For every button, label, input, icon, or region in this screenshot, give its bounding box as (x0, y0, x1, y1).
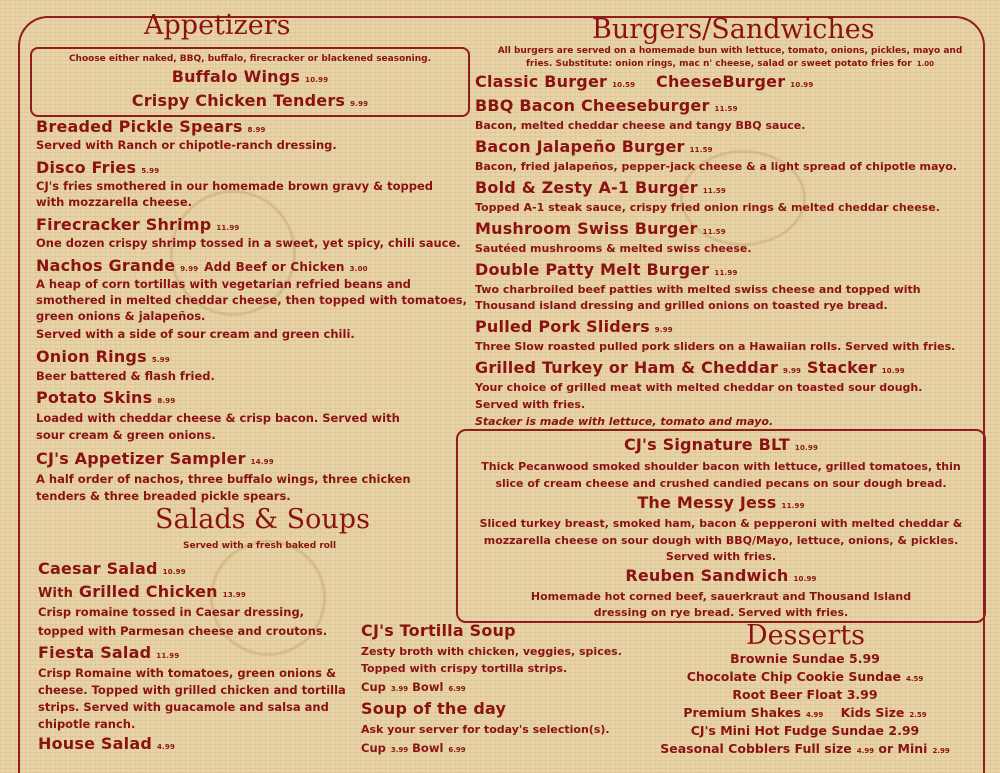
caesar-with-name: Grilled Chicken (78, 582, 218, 601)
skins-price: 8.99 (157, 397, 176, 405)
burgers-note (478, 58, 982, 70)
sampler-name: CJ's Appetizer Sampler (36, 449, 246, 468)
sampler-desc: A half order of nachos, three buffalo wings, three chicken (36, 472, 411, 486)
sampler-price: 14.99 (250, 458, 274, 466)
reuben-item (458, 566, 984, 585)
patty-desc: Thousand island dressing and grilled onions on toasted rye bread. (475, 299, 888, 312)
sliders-price: 9.99 (654, 326, 673, 334)
wings-item (32, 67, 468, 86)
dessert-cobblers-price: 4.99 (856, 747, 875, 755)
dessert-brownie: Brownie Sundae 5.99 (730, 651, 880, 666)
soupday-item (361, 699, 506, 718)
reuben-price: 10.99 (793, 575, 817, 583)
onion-name: Onion Rings (36, 347, 147, 366)
bbq-desc: Bacon, melted cheddar cheese and tangy BBQ sauce. (475, 119, 806, 132)
fiesta-desc: cheese. Topped with grilled chicken and tortilla (38, 683, 346, 697)
nachos-addon-price: 3.00 (349, 265, 368, 273)
wings-box (30, 47, 470, 117)
cheese-price: 10.99 (790, 81, 814, 89)
messy-desc: mozzarella cheese on sour dough with BBQ/Mayo, lettuce, onions, & pickles. (483, 534, 959, 547)
onion-desc: Beer battered & flash fried. (36, 369, 215, 383)
dessert-float: Root Beer Float 3.99 (732, 687, 878, 702)
wings-price: 10.99 (305, 76, 329, 84)
sampler-desc: tenders & three breaded pickle spears. (36, 489, 291, 503)
nachos-name: Nachos Grande (36, 256, 176, 275)
turkey-desc: Your choice of grilled meat with melted cheddar on toasted sour dough. (475, 381, 923, 394)
fiesta-price: 11.99 (156, 652, 180, 660)
dessert-mini: CJ's Mini Hot Fudge Sundae 2.99 (690, 723, 920, 738)
tortilla-bowl: Bowl (412, 680, 444, 694)
bbq-item (475, 96, 738, 115)
cheese-item (656, 72, 813, 91)
soupday-cup-bowl (361, 740, 466, 759)
caesar-desc: topped with Parmesan cheese and croutons. (38, 624, 328, 638)
skins-desc: Loaded with cheddar cheese & crisp bacon. Served with (36, 411, 400, 425)
blt-desc: slice of cream cheese and crushed candied pecans on sour dough bread. (495, 477, 947, 490)
dessert-shakes (610, 705, 1000, 720)
tortilla-cup-price: 3.99 (390, 685, 409, 693)
patty-name: Double Patty Melt Burger (475, 260, 710, 279)
tenders-price: 9.99 (350, 100, 369, 108)
a1-name: Bold & Zesty A-1 Burger (475, 178, 698, 197)
caesar-with: With (38, 586, 74, 601)
tortilla-name: CJ's Tortilla Soup (361, 621, 516, 640)
tortilla-desc: Zesty broth with chicken, veggies, spices. (361, 645, 622, 658)
burgers-note: All burgers are served on a homemade bun with lettuce, tomato, onions, pickles, mayo and (497, 46, 963, 56)
appetizers-title: Appetizers (144, 10, 291, 41)
caesar-price: 10.99 (162, 568, 186, 576)
house-name: House Salad (38, 734, 152, 753)
onion-price: 5.99 (151, 356, 170, 364)
a1-price: 11.59 (702, 187, 726, 195)
nachos-desc: smothered in melted cheddar cheese, then topped with tomatoes, (36, 293, 468, 307)
salads-title: Salads & Soups (155, 504, 370, 535)
soupday-bowl-price: 6.99 (448, 746, 466, 754)
reuben-name: Reuben Sandwich (625, 566, 789, 585)
turkey-desc: Served with fries. (475, 398, 586, 411)
tortilla-desc: Topped with crispy tortilla strips. (361, 662, 568, 675)
soupday-desc: Ask your server for today's selection(s). (361, 723, 610, 736)
dessert-kids-price: 2.59 (909, 711, 927, 719)
tortilla-cup-bowl (361, 679, 466, 698)
wings-name: Buffalo Wings (171, 67, 301, 86)
sampler-item (36, 449, 274, 468)
disco-desc: CJ's fries smothered in our homemade brown gravy & topped (36, 179, 434, 193)
skins-desc: sour cream & green onions. (36, 428, 216, 442)
messy-item (458, 493, 984, 512)
soupday-cup-price: 3.99 (390, 746, 409, 754)
sliders-desc: Three Slow roasted pulled pork sliders on a Hawaiian rolls. Served with fries. (475, 340, 956, 353)
tenders-name: Crispy Chicken Tenders (131, 91, 346, 110)
nachos-desc: Served with a side of sour cream and green chili. (36, 327, 355, 341)
disco-name: Disco Fries (36, 158, 137, 177)
stacker-price: 10.99 (881, 367, 905, 375)
fiesta-desc: chipotle ranch. (38, 717, 136, 731)
dessert-cookie (610, 669, 1000, 684)
blt-desc: Thick Pecanwood smoked shoulder bacon with lettuce, grilled tomatoes, thin (481, 460, 961, 473)
salads-note: Served with a fresh baked roll (183, 541, 337, 551)
skins-item (36, 388, 175, 407)
caesar-with-price: 13.99 (222, 591, 246, 599)
caesar-name: Caesar Salad (38, 559, 158, 578)
dessert-cookie-price: 4.59 (906, 675, 924, 683)
messy-desc: Served with fries. (665, 550, 777, 563)
patty-desc: Two charbroiled beef patties with melted swiss cheese and topped with (475, 283, 921, 296)
blt-name: CJ's Signature BLT (623, 435, 790, 454)
fiesta-name: Fiesta Salad (38, 643, 152, 662)
pickle-price: 8.99 (247, 126, 266, 134)
nachos-item (36, 256, 368, 275)
dessert-shakes-name: Premium Shakes (683, 705, 801, 720)
cheese-name: CheeseBurger (656, 72, 786, 91)
blt-item (458, 435, 984, 454)
a1-desc: Topped A-1 steak sauce, crispy fried onion rings & melted cheddar cheese. (475, 201, 940, 214)
skins-name: Potato Skins (36, 388, 153, 407)
dessert-cobblers-mini-price: 2.99 (932, 747, 950, 755)
turkey-name: Grilled Turkey or Ham & Cheddar (475, 358, 779, 377)
pickle-item (36, 117, 266, 136)
turkey-item (475, 358, 905, 377)
reuben-desc: dressing on rye bread. Served with fries. (593, 606, 849, 619)
shrimp-price: 11.99 (216, 224, 240, 232)
jalapeno-item (475, 137, 713, 156)
sliders-name: Pulled Pork Sliders (475, 317, 650, 336)
disco-item (36, 158, 159, 177)
onion-item (36, 347, 170, 366)
dessert-shakes-price: 4.99 (805, 711, 824, 719)
fiesta-item (38, 643, 179, 662)
classic-item (475, 72, 635, 91)
tortilla-cup: Cup (361, 680, 386, 694)
seasoning-note: Choose either naked, BBQ, buffalo, firecracker or blackened seasoning. (68, 54, 432, 64)
dessert-kids: Kids Size (840, 705, 905, 720)
signature-box (456, 429, 986, 623)
jalapeno-desc: Bacon, fried jalapeños, pepper-jack cheese & a light spread of chipotle mayo. (475, 160, 957, 173)
stacker-name: Stacker (806, 358, 877, 377)
mushroom-desc: Sautéed mushrooms & melted swiss cheese. (475, 242, 752, 255)
soupday-cup: Cup (361, 741, 386, 755)
dessert-cobblers (610, 741, 1000, 756)
bbq-name: BBQ Bacon Cheeseburger (475, 96, 710, 115)
patty-price: 11.99 (714, 269, 738, 277)
mushroom-name: Mushroom Swiss Burger (475, 219, 698, 238)
classic-name: Classic Burger (475, 72, 608, 91)
caesar-item (38, 559, 186, 578)
messy-price: 11.99 (781, 502, 805, 510)
caesar-desc: Crisp romaine tossed in Caesar dressing, (38, 605, 305, 619)
soupday-bowl: Bowl (412, 741, 444, 755)
house-price: 4.99 (156, 743, 176, 751)
reuben-desc: Homemade hot corned beef, sauerkraut and Thousand Island (530, 590, 912, 603)
mushroom-item (475, 219, 726, 238)
dessert-cobblers-or: or Mini (878, 741, 928, 756)
tortilla-item (361, 621, 516, 640)
fiesta-desc: Crisp Romaine with tomatoes, green onions & (38, 666, 337, 680)
a1-item (475, 178, 726, 197)
blt-price: 10.99 (794, 444, 819, 452)
stacker-note: Stacker is made with lettuce, tomato and mayo. (475, 415, 774, 428)
burgers-note-price: 1.00 (916, 60, 934, 68)
messy-name: The Messy Jess (637, 493, 777, 512)
tortilla-bowl-price: 6.99 (448, 685, 466, 693)
classic-price: 10.59 (612, 81, 636, 89)
desserts-title: Desserts (746, 620, 865, 651)
nachos-addon: Add Beef or Chicken (204, 260, 345, 274)
burgers-note-text: fries. Substitute: onion rings, mac n' cheese, salad or sweet potato fries for (526, 59, 912, 69)
jalapeno-price: 11.59 (689, 146, 713, 154)
nachos-desc: A heap of corn tortillas with vegetarian refried beans and (36, 277, 411, 291)
turkey-price: 9.99 (783, 367, 802, 375)
nachos-desc: green onions & jalapeños. (36, 309, 206, 323)
pickle-name: Breaded Pickle Spears (36, 117, 243, 136)
house-item (38, 734, 175, 753)
burgers-title: Burgers/Sandwiches (592, 14, 875, 45)
sliders-item (475, 317, 673, 336)
dessert-cobblers-name: Seasonal Cobblers Full size (660, 741, 852, 756)
nachos-price: 9.99 (180, 265, 199, 273)
caesar-chicken-item (38, 582, 246, 601)
dessert-cookie-name: Chocolate Chip Cookie Sundae (686, 669, 901, 684)
tenders-item (32, 91, 468, 110)
bbq-price: 11.59 (714, 105, 738, 113)
shrimp-desc: One dozen crispy shrimp tossed in a sweet, yet spicy, chili sauce. (36, 236, 461, 250)
mushroom-price: 11.59 (702, 228, 726, 236)
shrimp-name: Firecracker Shrimp (36, 215, 212, 234)
messy-desc: Sliced turkey breast, smoked ham, bacon & pepperoni with melted cheddar & (479, 517, 963, 530)
disco-price: 5.99 (141, 167, 160, 175)
soupday-name: Soup of the day (361, 699, 507, 718)
shrimp-item (36, 215, 240, 234)
patty-item (475, 260, 738, 279)
disco-desc: with mozzarella cheese. (36, 195, 193, 209)
jalapeno-name: Bacon Jalapeño Burger (475, 137, 685, 156)
pickle-desc: Served with Ranch or chipotle-ranch dressing. (36, 138, 337, 152)
fiesta-desc: strips. Served with guacamole and salsa and (38, 700, 329, 714)
